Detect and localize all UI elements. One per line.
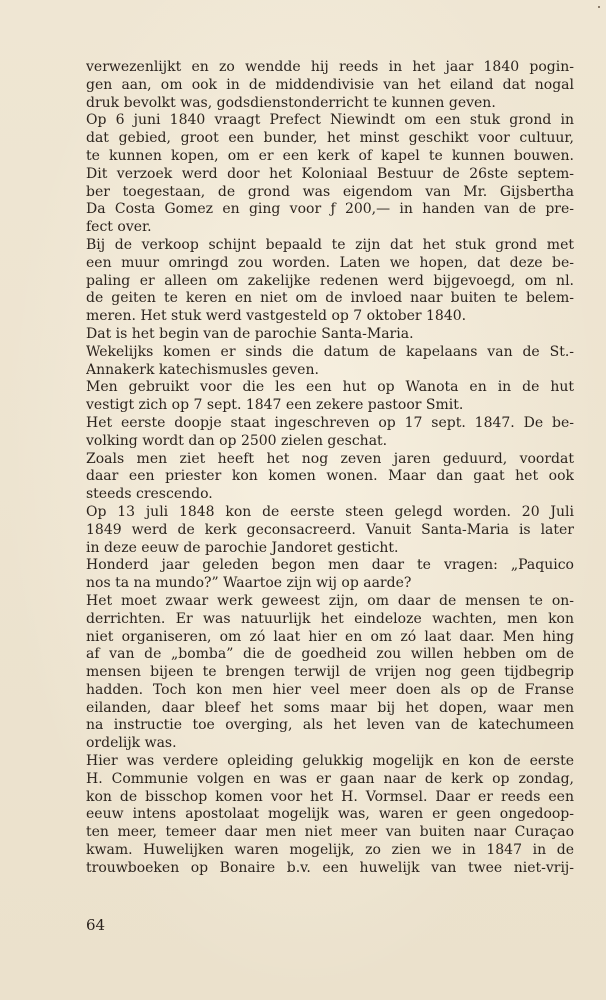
text-line: ordelijk was. xyxy=(86,735,177,752)
text-line: trouwboeken op Bonaire b.v. een huwelijk van twee niet-vrij- xyxy=(86,859,574,876)
text-line: Honderd jaar geleden begon men daar te vragen: „Paquico xyxy=(86,557,574,574)
text-line: gen aan, om ook in de middendivisie van het eiland dat nogal xyxy=(86,76,574,93)
text-line: eeuw intens apostolaat mogelijk was, waren er geen ongedoop- xyxy=(86,806,574,823)
text-line: Op 13 juli 1848 kon de eerste steen gelegd worden. 20 Juli xyxy=(86,503,574,520)
text-line: mensen bijeen te brengen terwijl de vrijen nog geen tijdbegrip xyxy=(86,664,574,681)
text-line: Het moet zwaar werk geweest zijn, om daar de mensen te on- xyxy=(86,592,574,609)
text-line: kon de bisschop komen voor het H. Vormsel. Daar er reeds een xyxy=(86,788,574,805)
text-line: daar een priester kon komen wonen. Maar dan gaat het ook xyxy=(86,468,574,485)
text-line: Op 6 juni 1840 vraagt Prefect Niewindt om een stuk grond in xyxy=(86,112,574,129)
text-line: Zoals men ziet heeft het nog zeven jaren geduurd, voordat xyxy=(86,450,574,467)
text-line: Da Costa Gomez en ging voor ƒ 200,— in handen van de pre- xyxy=(86,201,574,218)
text-line: kwam. Huwelijken waren mogelijk, zo zien we in 1847 in de xyxy=(86,842,574,859)
text-line: Hier was verdere opleiding gelukkig mogelijk en kon de eerste xyxy=(86,753,574,770)
text-line: hadden. Toch kon men hier veel meer doen als op de Franse xyxy=(86,681,574,698)
text-line: steeds crescendo. xyxy=(86,486,213,503)
text-line: dat gebied, groot een bunder, het minst geschikt voor cultuur, xyxy=(86,130,574,147)
text-line: niet organiseren, om zó laat hier en om zó laat daar. Men hing xyxy=(86,628,574,645)
scan-speck xyxy=(598,6,600,8)
text-line: vestigt zich op 7 sept. 1847 een zekere pastoor Smit. xyxy=(86,397,464,414)
text-line: 1849 werd de kerk geconsacreerd. Vanuit Santa-Maria is later xyxy=(86,521,574,538)
text-line: Wekelijks komen er sinds die datum de kapelaans van de St.- xyxy=(86,343,574,360)
text-line: Dit verzoek werd door het Koloniaal Bestuur de 26ste septem- xyxy=(86,165,574,182)
text-line: een muur omringd zou worden. Laten we hopen, dat deze be- xyxy=(86,254,574,271)
text-line: eilanden, daar bleef het soms maar bij het dopen, waar men xyxy=(86,699,574,716)
text-line: ten meer, temeer daar men niet meer van buiten naar Curaçao xyxy=(86,824,574,841)
text-line: meren. Het stuk werd vastgesteld op 7 oktober 1840. xyxy=(86,308,467,325)
text-line: Bij de verkoop schijnt bepaald te zijn dat het stuk grond met xyxy=(86,236,574,253)
text-line: in deze eeuw de parochie Jandoret gesticht. xyxy=(86,539,399,556)
text-line: de geiten te keren en niet om de invloed naar buiten te belem- xyxy=(86,290,574,307)
page-number: 64 xyxy=(86,916,106,934)
text-line: druk bevolkt was, godsdienstonderricht te kunnen geven. xyxy=(86,94,496,111)
text-line: te kunnen kopen, om er een kerk of kapel te kunnen bouwen. xyxy=(86,147,574,164)
text-line: verwezenlijkt en zo wendde hij reeds in het jaar 1840 pogin- xyxy=(86,59,574,75)
text-line: derrichten. Er was natuurlijk het eindeloze wachten, men kon xyxy=(86,610,574,627)
text-line: paling er alleen om zakelijke redenen werd bijgevoegd, om nl. xyxy=(86,272,574,289)
text-line: na instructie toe overging, als het leven van de katechumeen xyxy=(86,717,574,734)
text-line: Dat is het begin van de parochie Santa-Maria. xyxy=(86,325,414,342)
text-line: Annakerk katechismusles geven. xyxy=(86,361,319,378)
text-line: Het eerste doopje staat ingeschreven op 17 sept. 1847. De be- xyxy=(86,414,574,431)
text-line: nos ta na mundo?” Waartoe zijn wij op aarde? xyxy=(86,575,412,592)
text-line: Men gebruikt voor die les een hut op Wanota en in de hut xyxy=(86,379,574,396)
text-line: af van de „bomba” die de goedheid zou willen hebben om de xyxy=(86,646,574,663)
text-line: fect over. xyxy=(86,219,152,236)
text-line: ber toegestaan, de grond was eigendom van Mr. Gijsbertha xyxy=(86,183,574,200)
text-line: volking wordt dan op 2500 zielen geschat. xyxy=(86,432,388,449)
body-text xyxy=(86,59,574,878)
text-line: H. Communie volgen en was er gaan naar de kerk op zondag, xyxy=(86,770,574,787)
